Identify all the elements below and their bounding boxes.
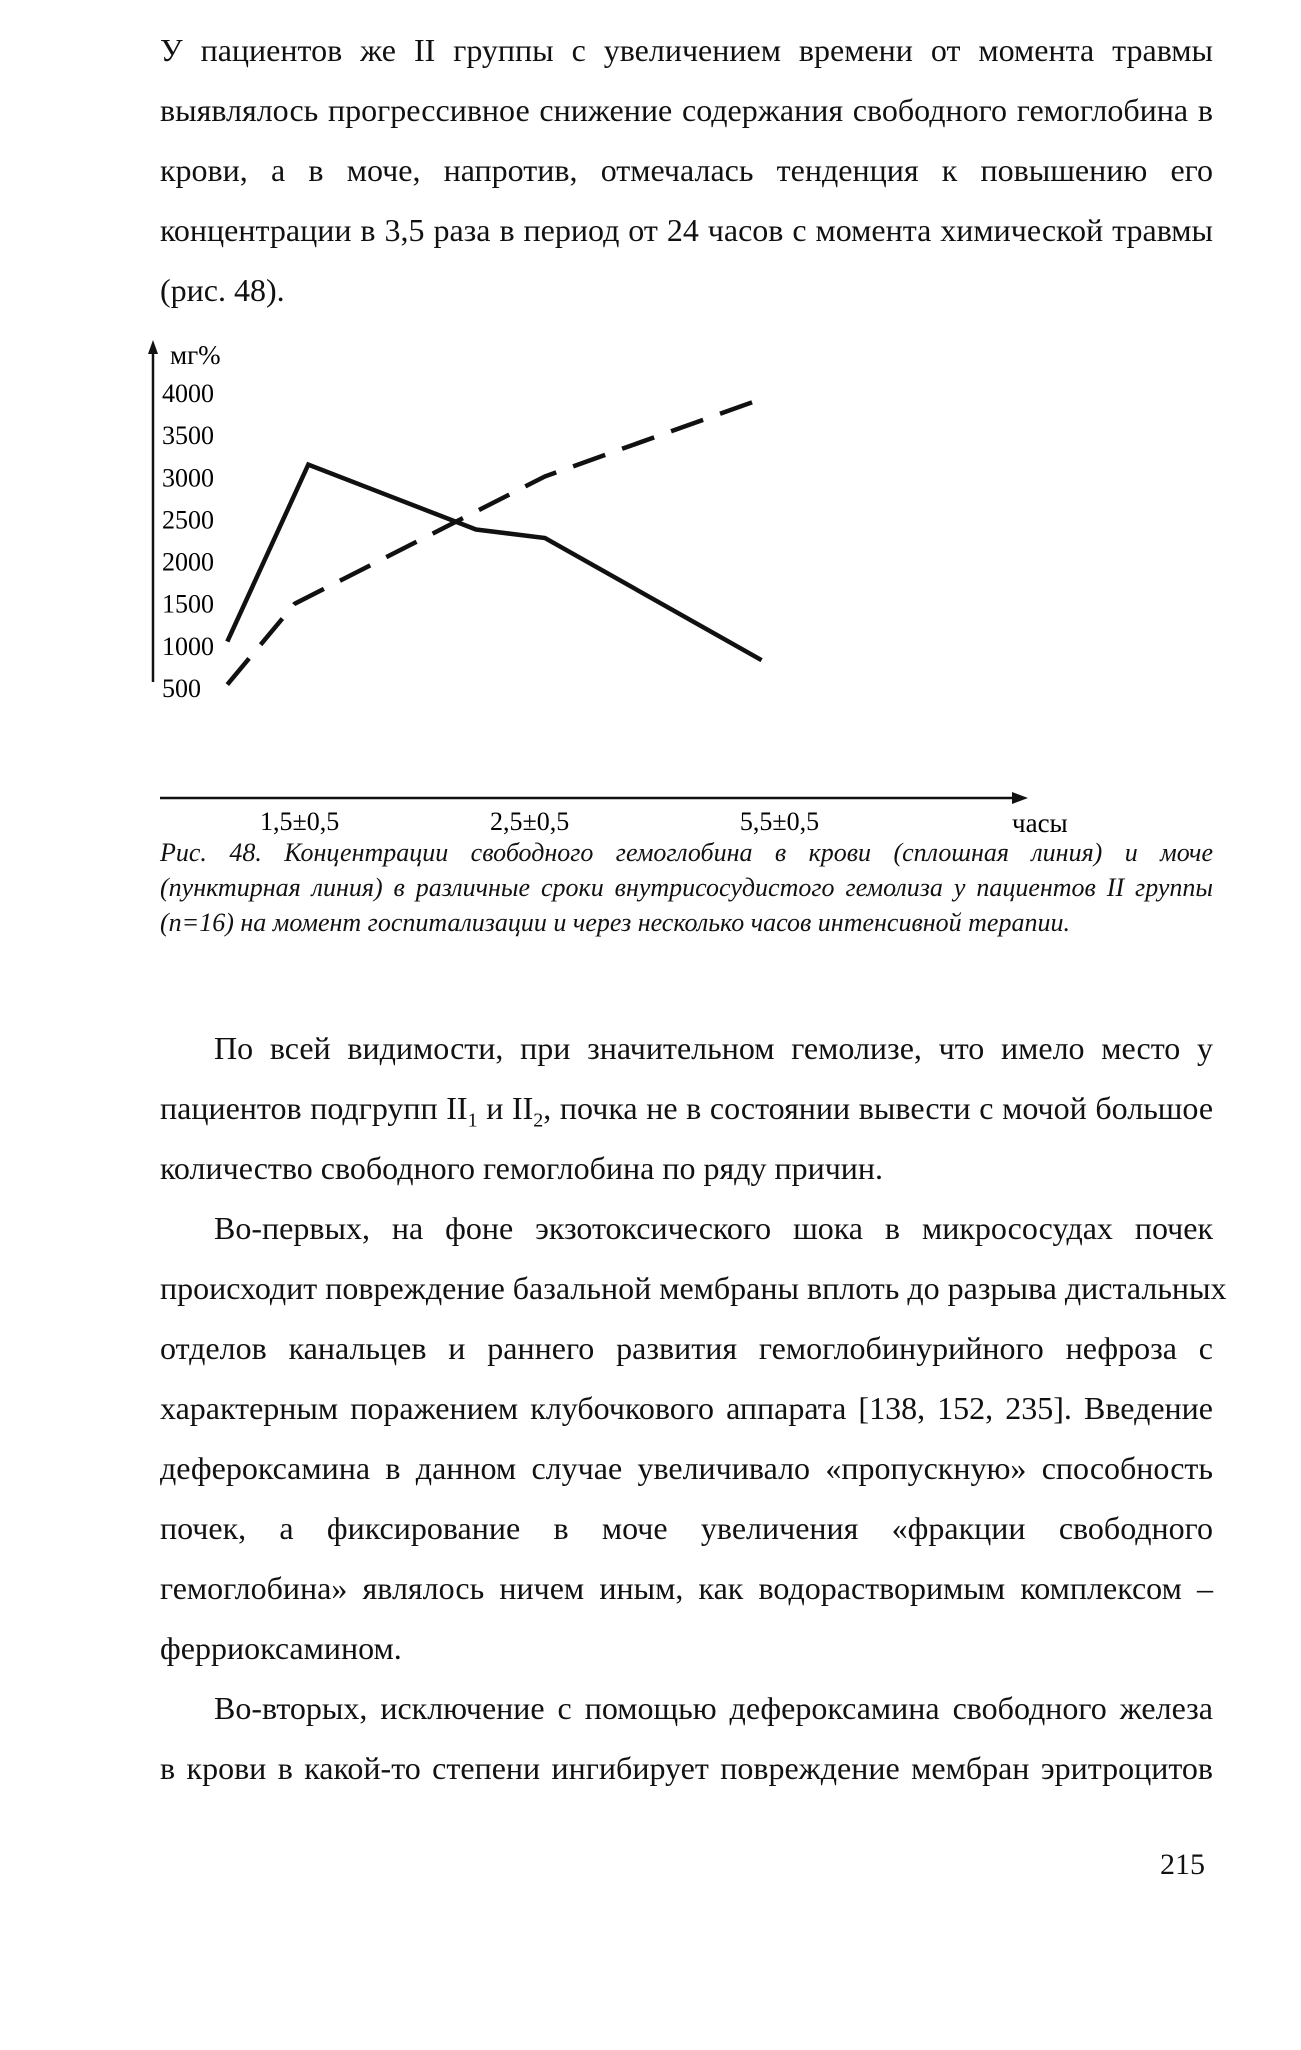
text-line: Во-вторых, исключение с помощью дефероксамина свободного железа <box>214 1690 1213 1726</box>
text-line: почек, а фиксирование в моче увеличения «фракции свободного <box>160 1510 1213 1546</box>
blood-series-line <box>227 465 761 661</box>
y-tick-labels <box>162 379 214 703</box>
text-line: дефероксамина в данном случае увеличивало «пропускную» способность <box>160 1450 1213 1486</box>
page-number: 215 <box>1160 1848 1205 1881</box>
line-chart <box>140 340 1100 840</box>
caption-line: Рис. 48. Концентрации свободного гемоглобина в крови (сплошная линия) и моче <box>160 838 1213 867</box>
text-line: крови, а в моче, напротив, отмечалась тенденция к повышению его <box>160 152 1213 188</box>
text-line: выявлялось прогрессивное снижение содержания свободного гемоглобина в <box>160 92 1213 128</box>
urine-series-line <box>227 399 761 685</box>
x-tick-labels <box>260 807 819 836</box>
series-layer <box>227 399 761 685</box>
text-line: в крови в какой-то степени ингибирует повреждение мембран эритроцитов <box>160 1750 1213 1786</box>
text-line: У пациентов же II группы с увеличением времени от момента травмы <box>160 32 1213 68</box>
paragraph-3 <box>160 1198 1227 1678</box>
text-line: количество свободного гемоглобина по ряду причин. <box>160 1150 884 1186</box>
text-line: ферриоксамином. <box>160 1630 402 1666</box>
y-tick-label: 1500 <box>162 589 214 619</box>
y-axis-arrow <box>148 340 158 354</box>
text-line: Во-первых, на фоне экзотоксического шока в микрососудах почек <box>214 1210 1213 1246</box>
paragraph-1 <box>160 20 1213 320</box>
text-line: (рис. 48). <box>160 272 285 308</box>
y-axis-label: мг% <box>170 340 221 370</box>
text-line: отделов канальцев и раннего развития гемоглобинурийного нефроза с <box>160 1330 1213 1366</box>
paragraph-4 <box>160 1678 1213 1798</box>
paragraph-2 <box>160 1018 1213 1198</box>
text-line: По всей видимости, при значительном гемолизе, что имело место у <box>214 1030 1213 1066</box>
x-tick-label: 1,5±0,5 <box>260 807 340 836</box>
x-axis-label: часы <box>1012 808 1068 838</box>
y-tick-label: 2000 <box>162 547 214 577</box>
figure-caption <box>160 835 1213 940</box>
y-tick-label: 3500 <box>162 421 214 451</box>
text-line: характерным поражением клубочкового аппарата [138, 152, 235]. Введение <box>160 1390 1213 1426</box>
x-tick-label: 2,5±0,5 <box>490 807 570 836</box>
text-line: происходит повреждение базальной мембраны вплоть до разрыва дистальных <box>160 1270 1227 1306</box>
y-tick-label: 500 <box>162 674 201 703</box>
y-tick-label: 3000 <box>162 463 214 493</box>
y-tick-label: 1000 <box>162 631 214 661</box>
x-tick-label: 5,5±0,5 <box>739 807 820 836</box>
y-tick-label: 4000 <box>162 379 214 408</box>
caption-line: (n=16) на момент госпитализации и через несколько часов интенсивной терапии. <box>160 908 1070 937</box>
caption-line: (пунктирная линия) в различные сроки внутрисосудистого гемолиза у пациентов II группы <box>160 873 1213 902</box>
x-axis-arrow <box>1012 792 1028 804</box>
text-line: концентрации в 3,5 раза в период от 24 часов с момента химической травмы <box>160 212 1213 248</box>
y-tick-label: 2500 <box>162 505 214 535</box>
text-line: гемоглобина» являлось ничем иным, как водорастворимым комплексом – <box>160 1570 1213 1606</box>
text-line: пациентов подгрупп $II_1$ и $II_2$, почка не в состоянии вывести с мочой большое <box>160 1090 1214 1132</box>
